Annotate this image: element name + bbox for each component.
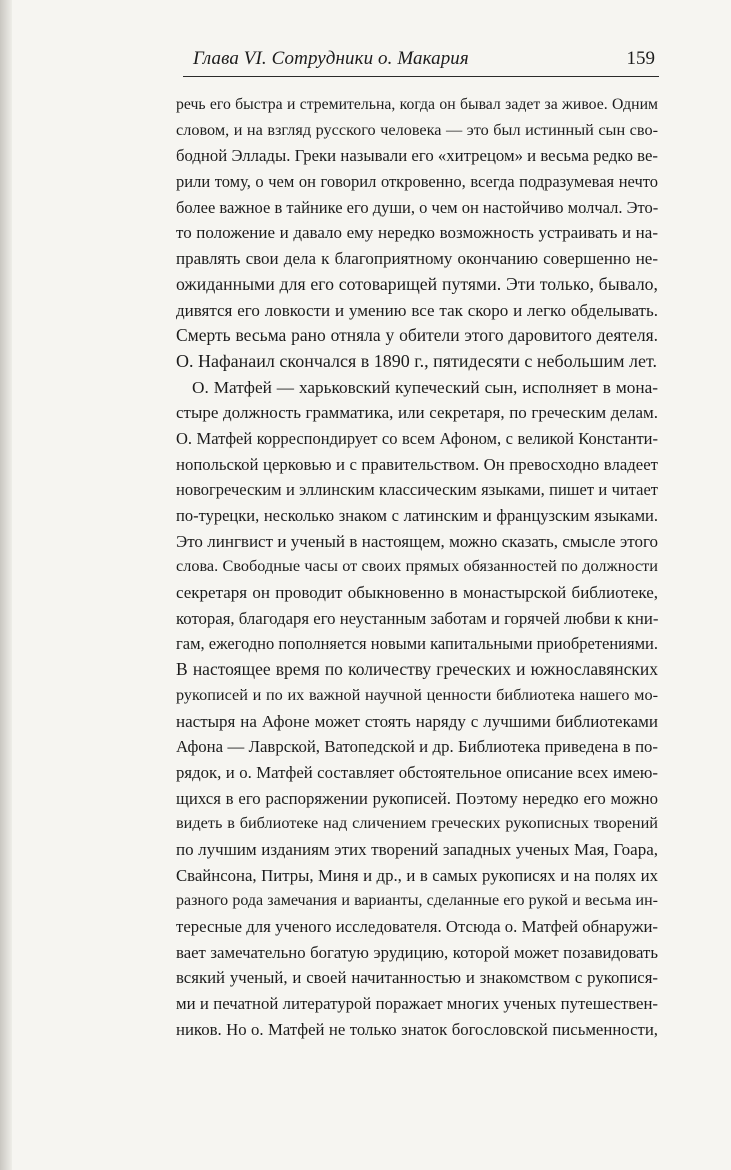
text-line: бодной Эллады. Греки называли его «хитрецом» и весьма редко ве- bbox=[176, 146, 658, 166]
text-line: по лучшим изданиям этих творений западных ученых Мая, Гоара, bbox=[176, 839, 658, 859]
text-line: нопольской церковью и с правительством. Он превосходно владеет bbox=[176, 454, 658, 474]
text-line: правлять свои дела к благоприятному окончанию совершенно не- bbox=[176, 249, 658, 269]
text-line: дивятся его ловкости и умению все так скоро и легко обделывать. bbox=[176, 300, 658, 320]
text-line: О. Матфей — харьковский купеческий сын, исполняет в мона- bbox=[192, 377, 658, 397]
text-line: В настоящее время по количеству греческих и южнославянских bbox=[176, 659, 658, 680]
text-line: рили тому, о чем он говорил откровенно, всегда подразумевая нечто bbox=[176, 172, 658, 192]
text-line: щихся в его распоряжении рукописей. Поэтому нередко его можно bbox=[176, 788, 658, 808]
body-text bbox=[176, 92, 658, 1042]
text-line: видеть в библиотеке над сличением греческих рукописных творений bbox=[176, 814, 658, 833]
page-number: 159 bbox=[626, 48, 655, 69]
text-line: речь его быстра и стремительна, когда он бывал задет за живое. Одним bbox=[176, 96, 658, 113]
text-line: О. Нафанаил скончался в 1890 г., пятидесяти с небольшим лет. bbox=[176, 350, 657, 371]
text-line: ников. Но о. Матфей не только знаток богословской письменности, bbox=[176, 1019, 658, 1039]
text-line: секретаря он проводит обыкновенно в монастырской библиотеке, bbox=[176, 583, 658, 603]
text-line: Это лингвист и ученый в настоящем, можно сказать, смысле этого bbox=[176, 531, 658, 551]
text-line: которая, благодаря его неустанным заботам и горячей любви к кни- bbox=[176, 608, 659, 628]
text-line: слова. Свободные часы от своих прямых обязанностей по должности bbox=[176, 557, 658, 576]
text-line: тересные для ученого исследователя. Отсюда о. Матфей обнаружи- bbox=[176, 917, 658, 936]
text-line: рукописей и по их важной научной ценности библиотека нашего мо- bbox=[176, 685, 658, 704]
text-line: Афона — Лаврской, Ватопедской и др. Библиотека приведена в по- bbox=[176, 737, 658, 757]
text-line: ожиданными для его сотоварищей путями. Эти только, бывало, bbox=[176, 273, 658, 294]
page-gutter-shadow bbox=[0, 0, 12, 1170]
text-line: Смерть весьма рано отняла у обители этого даровитого деятеля. bbox=[176, 325, 658, 346]
text-line: более важное в тайнике его души, о чем он настойчиво молчал. Это- bbox=[176, 197, 659, 217]
text-line: по-турецки, несколько знаком с латинским и французским языками. bbox=[176, 506, 658, 525]
text-line: гам, ежегодно пополняется новыми капитальными приобретениями. bbox=[176, 634, 658, 654]
text-line: разного рода замечания и варианты, сделанные его рукой и весьма ин- bbox=[176, 892, 658, 910]
header-rule bbox=[183, 76, 659, 77]
text-line: Свайнсона, Питры, Миня и др., и в самых рукописях и на полях их bbox=[176, 865, 658, 885]
text-line: вает замечательно богатую эрудицию, которой может позавидовать bbox=[176, 942, 658, 962]
text-line: рядок, и о. Матфей составляет обстоятельное описание всех имею- bbox=[176, 762, 658, 782]
text-line: то положение и давало ему нередко возможность устраивать и на- bbox=[176, 223, 658, 243]
page-header bbox=[193, 44, 659, 74]
running-title: Глава VI. Сотрудники о. Макария bbox=[193, 48, 469, 69]
text-line: настыря на Афоне может стоять наряду с лучшими библиотеками bbox=[176, 711, 658, 731]
text-line: ми и печатной литературой поражает многих ученых путешествен- bbox=[176, 994, 658, 1014]
text-line: О. Матфей корреспондирует со всем Афоном, с великой Константи- bbox=[176, 428, 658, 448]
text-line: всякий ученый, и своей начитанностью и знакомством с рукопися- bbox=[176, 968, 658, 988]
text-line: словом, и на взгляд русского человека — это был истинный сын сво- bbox=[176, 120, 658, 139]
text-line: новогреческим и эллинским классическим языками, пишет и читает bbox=[176, 480, 658, 500]
text-line: стыре должность грамматика, или секретаря, по греческим делам. bbox=[176, 403, 658, 423]
